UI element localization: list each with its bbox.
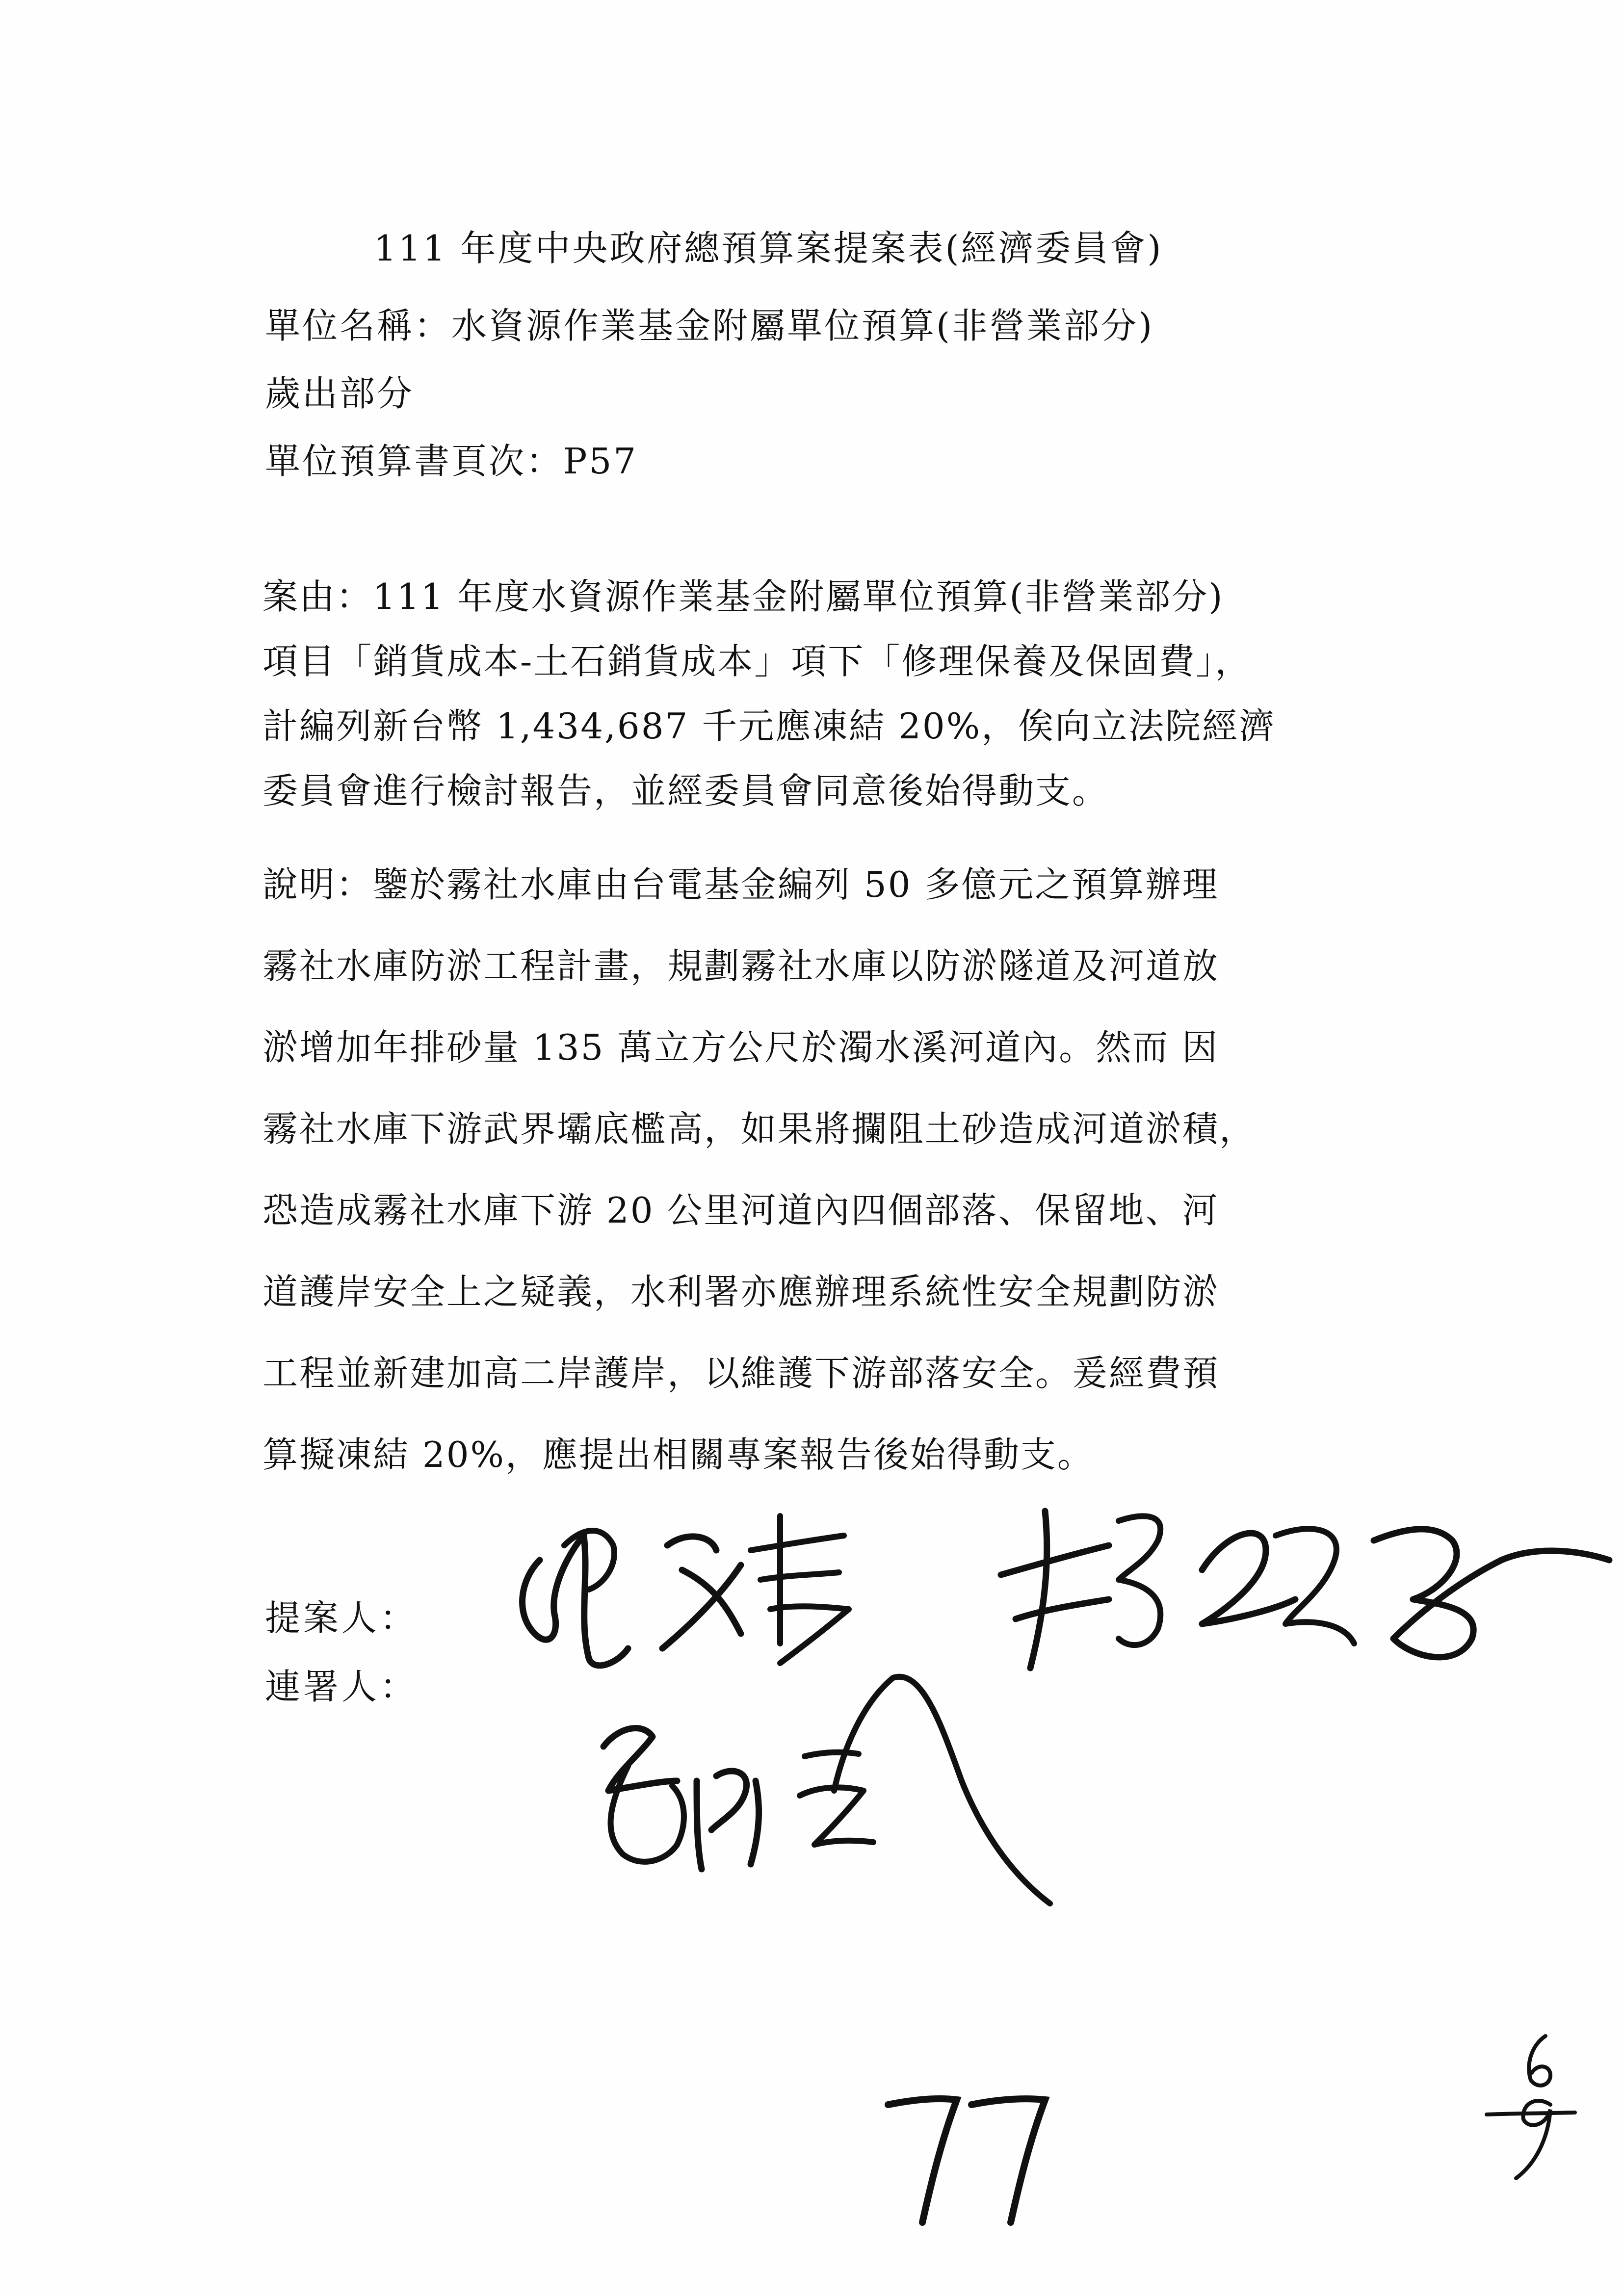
explanation-line: 淤增加年排砂量 135 萬立方公尺於濁水溪河道內。然而 因 — [262, 1027, 1219, 1068]
case-line: 委員會進行檢討報告，並經委員會同意後始得動支。 — [262, 770, 1109, 811]
explanation-line: 道護岸安全上之疑義，水利署亦應辦理系統性安全規劃防淤 — [262, 1271, 1220, 1312]
budget-page-reference: 單位預算書頁次：P57 — [265, 441, 638, 482]
case-line: 計編列新台幣 1,434,687 千元應凍結 20%，俟向立法院經濟 — [262, 705, 1276, 747]
explanation-line: 霧社水庫防淤工程計畫，規劃霧社水庫以防淤隧道及河道放 — [262, 945, 1220, 987]
explanation-line: 恐造成霧社水庫下游 20 公里河道內四個部落、保留地、河 — [262, 1190, 1219, 1231]
explanation-line: 工程並新建加高二岸護岸，以維護下游部落安全。爰經費預 — [262, 1353, 1220, 1394]
unit-name: 單位名稱：水資源作業基金附屬單位預算(非營業部分) — [265, 305, 1154, 346]
signature-cosigner-2 — [569, 1668, 1060, 1923]
explanation-line: 霧社水庫下游武界壩底檻高，如果將攔阻土砂造成河道淤積， — [262, 1108, 1257, 1149]
explanation-line: 說明：鑒於霧社水庫由台電基金編列 50 多億元之預算辦理 — [262, 864, 1219, 905]
signature-cosigner-1 — [971, 1462, 1619, 1756]
handwritten-page-number — [878, 2085, 1055, 2232]
document-title: 111 年度中央政府總預算案提案表(經濟委員會) — [374, 228, 1163, 269]
explanation-paragraph — [262, 844, 1465, 1495]
cosigner-label: 連署人： — [265, 1666, 419, 1707]
section-label: 歲出部分 — [265, 373, 415, 414]
handwritten-corner-mark — [1477, 2031, 1585, 2188]
case-paragraph — [262, 564, 1465, 823]
proposer-label: 提案人： — [265, 1597, 419, 1639]
case-line: 案由：111 年度水資源作業基金附屬單位預算(非營業部分) — [262, 576, 1224, 617]
case-line: 項目「銷貨成本-土石銷貨成本」項下「修理保養及保固費」， — [262, 641, 1252, 682]
explanation-line: 算擬凍結 20%，應提出相關專案報告後始得動支。 — [262, 1434, 1094, 1475]
